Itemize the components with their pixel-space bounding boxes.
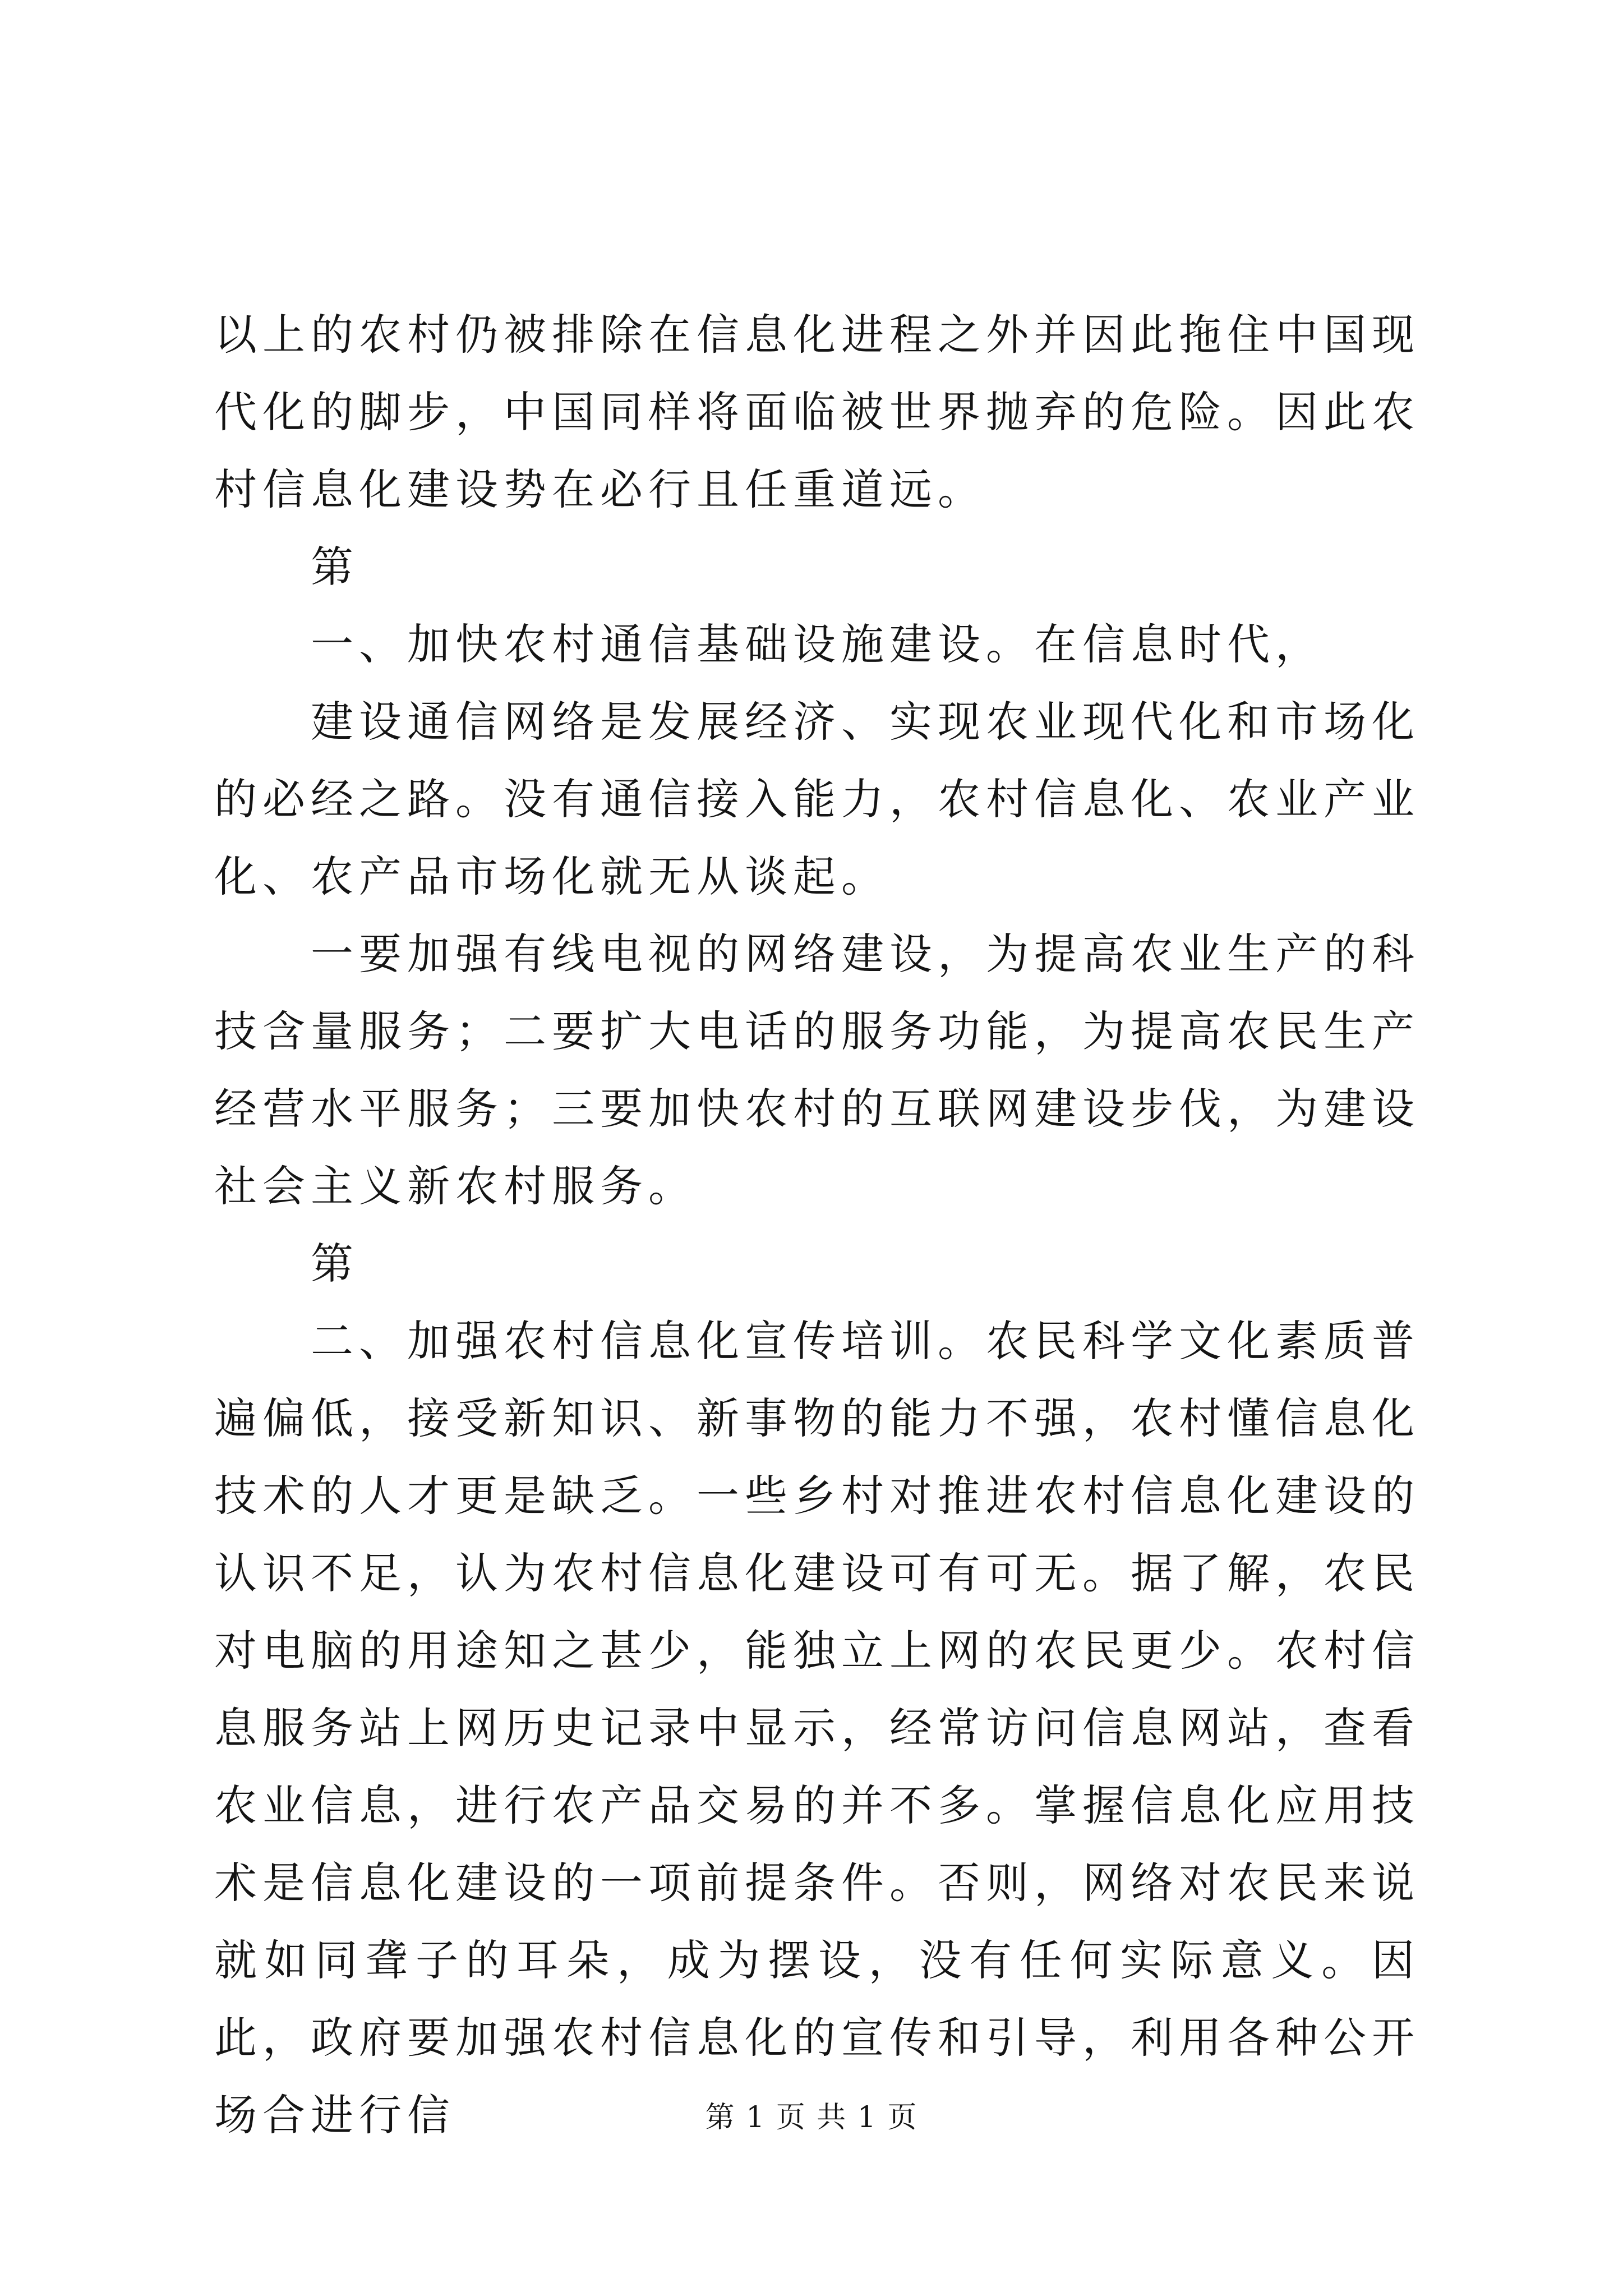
document-body (214, 296, 1420, 2154)
paragraph-body: 一要加强有线电视的网络建设，为提高农业生产的科技含量服务；二要扩大电话的服务功能，为提高农民生产经营水平服务；三要加快农村的互联网建设步伐，为建设社会主义新农村服务。 (214, 929, 1420, 1211)
paragraph-section-marker: 第 (311, 542, 359, 592)
paragraph-continuation: 以上的农村仍被排除在信息化进程之外并因此拖住中国现代化的脚步，中国同样将面临被世界抛弃的危险。因此农村信息化建设势在必行且任重道远。 (214, 310, 1420, 514)
paragraph-body: 建设通信网络是发展经济、实现农业现代化和市场化的必经之路。没有通信接入能力，农村信息化、农业产业化、农产品市场化就无从谈起。 (214, 697, 1420, 901)
paragraph-section-marker: 第 (311, 1239, 359, 1289)
paragraph-section-heading-1: 一、加快农村通信基础设施建设。在信息时代， (311, 619, 1324, 669)
paragraph-section-heading-2: 二、加强农村信息化宣传培训。农民科学文化素质普遍偏低，接受新知识、新事物的能力不强，农村懂信息化技术的人才更是缺乏。一些乡村对推进农村信息化建设的认识不足，认为农村信息化建设可有可无。据了解，农民对电脑的用途知之甚少，能独立上网的农民更少。农村信息服务站上网历史记录中显示，经常访问信息网站，查看农业信息，进行农产品交易的并不多。掌握信息化应用技术是信息化建设的一项前提条件。否则，网络对农民来说就如同聋子的耳朵，成为摆设，没有任何实际意义。因此，政府要加强农村信息化的宣传和引导，利用各种公开场合进行信 (214, 1316, 1420, 2140)
page-footer: 第 1 页 共 1 页 (705, 2101, 918, 2134)
